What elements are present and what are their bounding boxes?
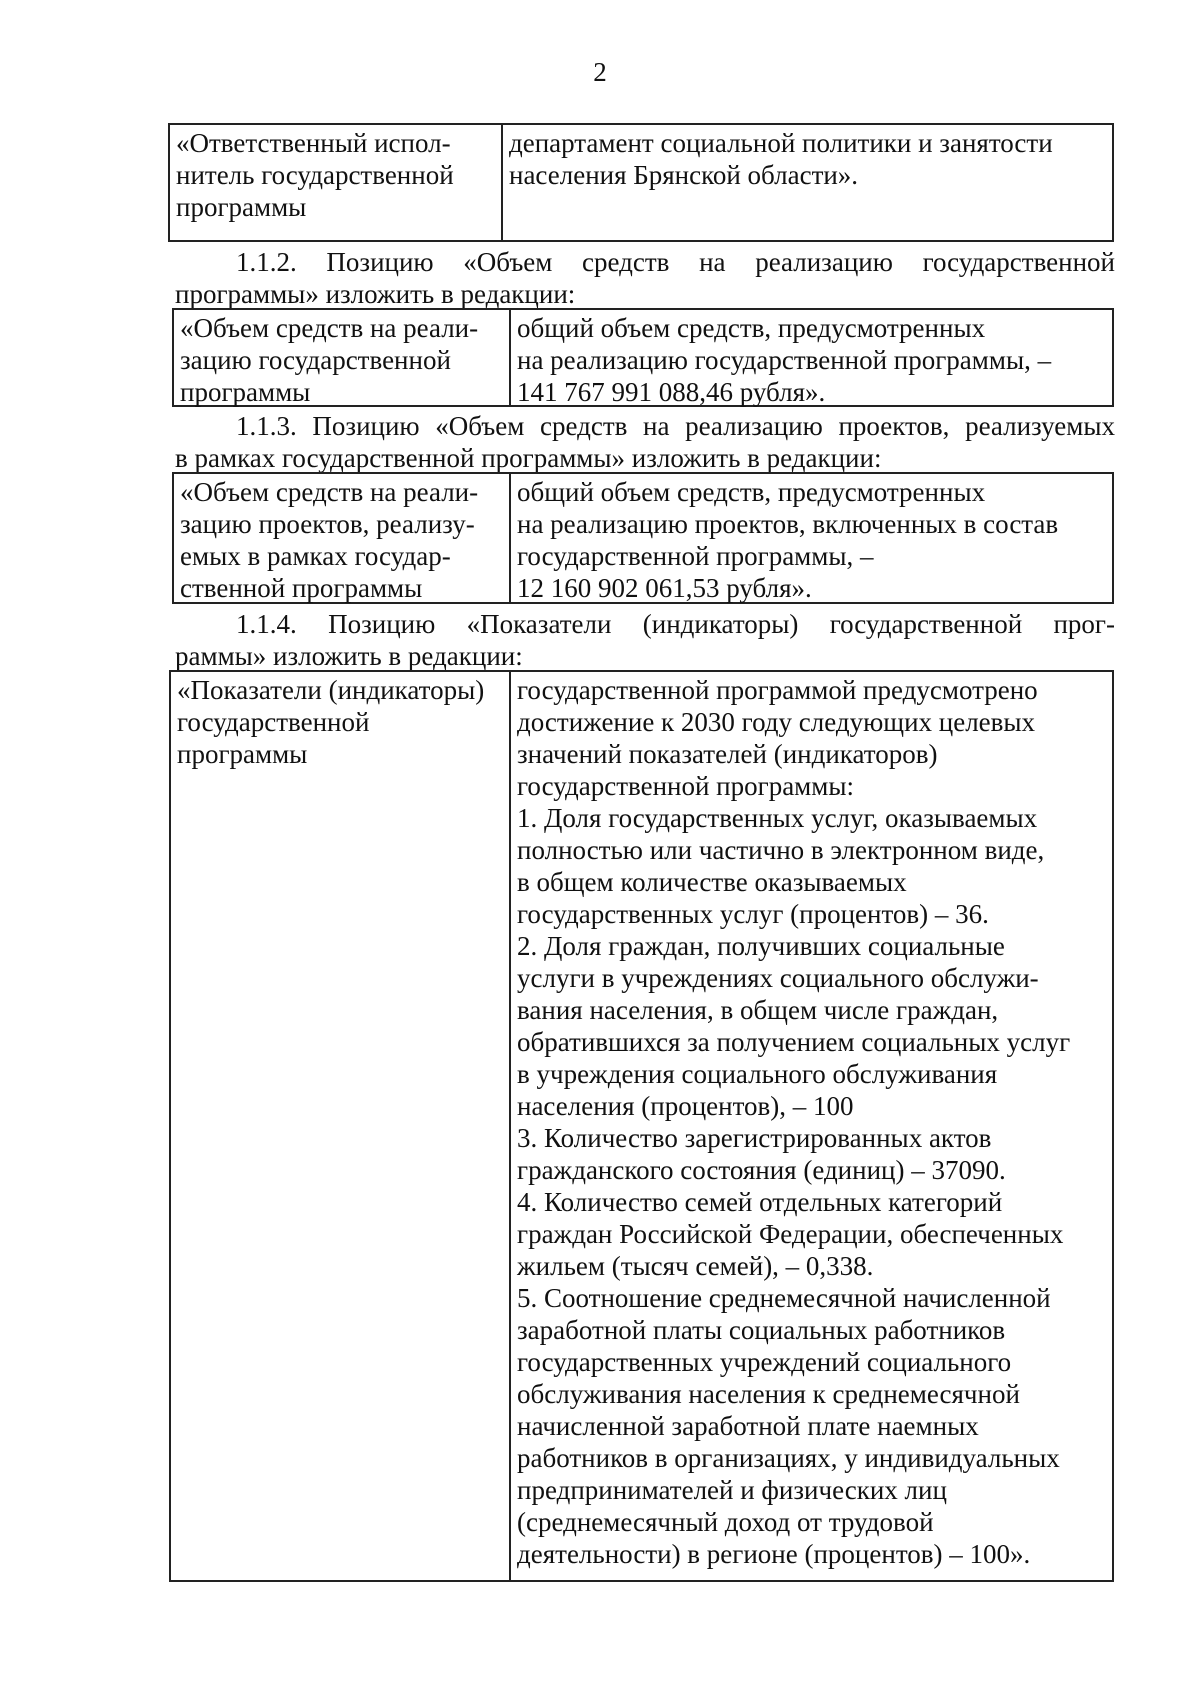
table-value-line: государственных учреждений социального <box>517 1347 1012 1377</box>
table-value-line: 4. Количество семей отдельных категорий <box>517 1187 1003 1217</box>
table-value-line: населения (процентов), – 100 <box>517 1091 854 1121</box>
table-value-line: (среднемесячный доход от трудовой <box>517 1507 934 1537</box>
table-value-line: в учреждения социального обслуживания <box>517 1059 998 1089</box>
paragraph-line: программы» изложить в редакции: <box>175 279 576 309</box>
table-projects-funding <box>172 472 1114 604</box>
paragraph-1-1-3 <box>175 410 1115 474</box>
page-number: 2 <box>593 57 607 87</box>
table-value-line: 2. Доля граждан, получивших социальные <box>517 931 1005 961</box>
table-value-cell <box>511 672 1112 1580</box>
paragraph-line: раммы» изложить в редакции: <box>175 641 523 671</box>
table-value-line: 3. Количество зарегистрированных актов <box>517 1123 992 1153</box>
table-label-cell <box>170 125 503 240</box>
table-value-line: предпринимателей и физических лиц <box>517 1475 947 1505</box>
table-value-line: департамент социальной политики и занятости <box>509 128 1053 158</box>
table-value-line: услуги в учреждениях социального обслужи- <box>517 963 1039 993</box>
table-label-line: «Объем средств на реали- <box>180 313 479 343</box>
table-label-line: программы <box>177 739 308 769</box>
table-label-line: ственной программы <box>180 573 423 603</box>
table-value-line: значений показателей (индикаторов) <box>517 739 938 769</box>
table-value-line: на реализацию государственной программы, – <box>517 345 1052 375</box>
table-label-line: «Показатели (индикаторы) <box>177 675 485 705</box>
table-value-line: общий объем средств, предусмотренных <box>517 313 986 343</box>
table-label-line: «Объем средств на реали- <box>180 477 479 507</box>
paragraph-line: в рамках государственной программы» изложить в редакции: <box>175 443 882 473</box>
table-label-line: программы <box>180 377 311 407</box>
table-value-line: достижение к 2030 году следующих целевых <box>517 707 1036 737</box>
table-label-line: зацию проектов, реализу- <box>180 509 475 539</box>
table-label-cell <box>171 672 511 1580</box>
table-value-line: жильем (тысяч семей), – 0,338. <box>517 1251 874 1281</box>
table-value-line: граждан Российской Федерации, обеспеченных <box>517 1219 1064 1249</box>
table-value-cell <box>511 310 1112 405</box>
table-value-line: 5. Соотношение среднемесячной начисленной <box>517 1283 1051 1313</box>
table-value-line: населения Брянской области». <box>509 160 859 190</box>
table-value-line: вания населения, в общем числе граждан, <box>517 995 999 1025</box>
table-value-line: на реализацию проектов, включенных в состав <box>517 509 1059 539</box>
table-value-line: деятельности) в регионе (процентов) – 100». <box>517 1539 1031 1569</box>
table-value-line: государственной программы: <box>517 771 854 801</box>
table-value-line: обслуживания населения к среднемесячной <box>517 1379 1020 1409</box>
table-value-line: государственной программы, – <box>517 541 874 571</box>
table-value-line: 141 767 991 088,46 рубля». <box>517 377 826 407</box>
table-value-line: заработной платы социальных работников <box>517 1315 1006 1345</box>
table-value-line: обратившихся за получением социальных услуг <box>517 1027 1071 1057</box>
table-indicators <box>169 670 1114 1582</box>
paragraph-line: 1.1.2. Позицию «Объем средств на реализацию государственной <box>236 247 1115 277</box>
table-value-line: государственных услуг (процентов) – 36. <box>517 899 989 929</box>
table-value-line: работников в организациях, у индивидуальных <box>517 1443 1060 1473</box>
table-funding-volume <box>172 308 1114 407</box>
table-value-line: в общем количестве оказываемых <box>517 867 907 897</box>
table-label-line: «Ответственный испол- <box>176 128 451 158</box>
table-value-cell <box>503 125 1112 240</box>
table-label-cell <box>174 474 511 602</box>
paragraph-line: 1.1.3. Позицию «Объем средств на реализацию проектов, реализуемых <box>236 411 1115 441</box>
table-label-cell <box>174 310 511 405</box>
table-label-line: программы <box>176 192 307 222</box>
table-label-line: нитель государственной <box>176 160 454 190</box>
table-value-line: общий объем средств, предусмотренных <box>517 477 986 507</box>
table-value-line: гражданского состояния (единиц) – 37090. <box>517 1155 1006 1185</box>
paragraph-1-1-4 <box>175 608 1115 672</box>
table-value-line: 1. Доля государственных услуг, оказываемых <box>517 803 1038 833</box>
paragraph-1-1-2 <box>175 246 1115 310</box>
table-value-line: государственной программой предусмотрено <box>517 675 1038 705</box>
table-responsible-executor <box>168 123 1114 242</box>
table-label-line: емых в рамках государ- <box>180 541 451 571</box>
table-value-line: полностью или частично в электронном виде, <box>517 835 1045 865</box>
table-value-line: 12 160 902 061,53 рубля». <box>517 573 812 603</box>
table-label-line: государственной <box>177 707 370 737</box>
table-value-cell <box>511 474 1112 602</box>
table-value-line: начисленной заработной плате наемных <box>517 1411 979 1441</box>
paragraph-line: 1.1.4. Позицию «Показатели (индикаторы) государственной прог- <box>236 609 1115 639</box>
table-label-line: зацию государственной <box>180 345 451 375</box>
